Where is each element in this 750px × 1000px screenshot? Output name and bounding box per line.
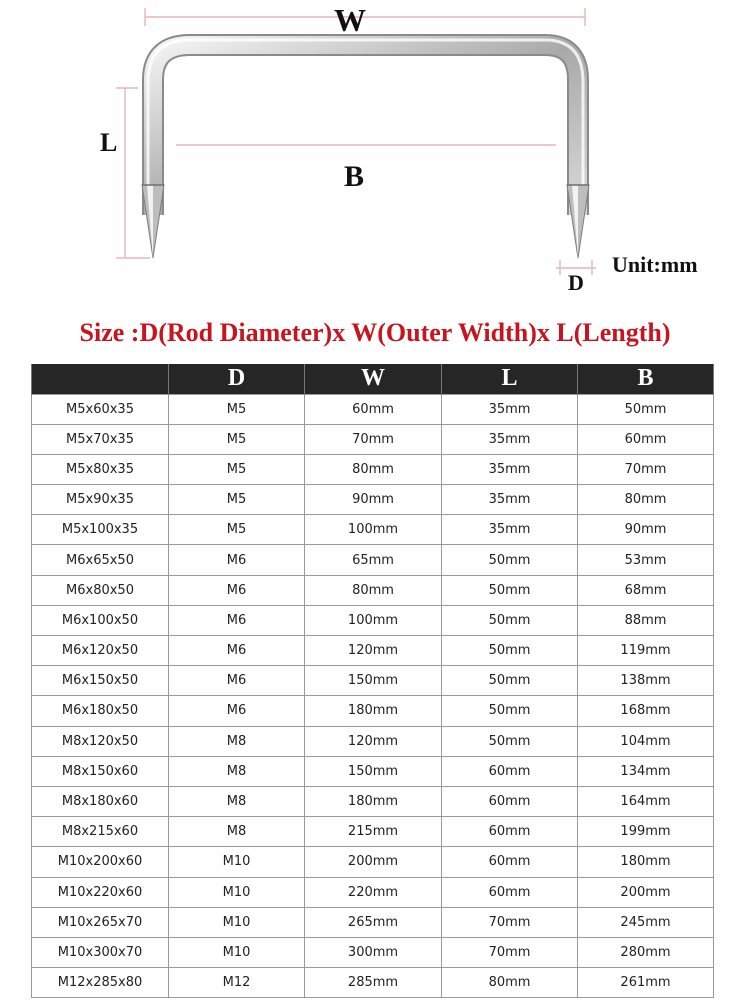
cell-l: 35mm xyxy=(442,394,578,424)
size-table xyxy=(31,364,714,998)
cell-l: 35mm xyxy=(442,424,578,454)
cell-l: 50mm xyxy=(442,636,578,666)
cell-d: M10 xyxy=(169,907,305,937)
cell-w: 150mm xyxy=(305,666,442,696)
table-row xyxy=(32,394,714,424)
cell-b: 68mm xyxy=(578,575,714,605)
cell-model: M8x150x60 xyxy=(32,756,169,786)
cell-model: M6x80x50 xyxy=(32,575,169,605)
cell-w: 120mm xyxy=(305,726,442,756)
cell-model: M5x70x35 xyxy=(32,424,169,454)
cell-l: 80mm xyxy=(442,968,578,998)
cell-b: 245mm xyxy=(578,907,714,937)
table-row xyxy=(32,666,714,696)
cell-model: M10x300x70 xyxy=(32,937,169,967)
header-b: B xyxy=(578,364,714,394)
cell-l: 70mm xyxy=(442,937,578,967)
table-row xyxy=(32,726,714,756)
table-row xyxy=(32,968,714,998)
cell-d: M5 xyxy=(169,394,305,424)
cell-w: 80mm xyxy=(305,454,442,484)
cell-model: M6x65x50 xyxy=(32,545,169,575)
cell-w: 120mm xyxy=(305,636,442,666)
table-row xyxy=(32,424,714,454)
cell-d: M10 xyxy=(169,937,305,967)
inner-width-label: B xyxy=(344,160,365,193)
cell-d: M6 xyxy=(169,666,305,696)
table-row xyxy=(32,786,714,816)
cell-b: 138mm xyxy=(578,666,714,696)
header-d: D xyxy=(169,364,305,394)
cell-b: 180mm xyxy=(578,847,714,877)
cell-l: 70mm xyxy=(442,907,578,937)
cell-w: 300mm xyxy=(305,937,442,967)
cell-b: 168mm xyxy=(578,696,714,726)
cell-b: 200mm xyxy=(578,877,714,907)
cell-w: 200mm xyxy=(305,847,442,877)
cell-d: M5 xyxy=(169,515,305,545)
size-title: Size :D(Rod Diameter)x W(Outer Width)x L(Length) xyxy=(79,318,671,347)
cell-w: 65mm xyxy=(305,545,442,575)
cell-w: 90mm xyxy=(305,485,442,515)
cell-b: 70mm xyxy=(578,454,714,484)
cell-model: M6x150x50 xyxy=(32,666,169,696)
cell-b: 164mm xyxy=(578,786,714,816)
cell-d: M6 xyxy=(169,605,305,635)
cell-d: M10 xyxy=(169,877,305,907)
cell-l: 50mm xyxy=(442,666,578,696)
table-row xyxy=(32,696,714,726)
cell-d: M5 xyxy=(169,424,305,454)
cell-w: 180mm xyxy=(305,786,442,816)
length-label: L xyxy=(100,128,118,157)
header-model xyxy=(32,364,169,394)
cell-l: 60mm xyxy=(442,817,578,847)
cell-w: 215mm xyxy=(305,817,442,847)
header-w: W xyxy=(305,364,442,394)
cell-b: 80mm xyxy=(578,485,714,515)
cell-b: 90mm xyxy=(578,515,714,545)
cell-d: M8 xyxy=(169,786,305,816)
cell-d: M8 xyxy=(169,817,305,847)
table-header-row xyxy=(32,364,714,394)
cell-d: M6 xyxy=(169,696,305,726)
cell-model: M10x220x60 xyxy=(32,877,169,907)
table-row xyxy=(32,605,714,635)
cell-b: 53mm xyxy=(578,545,714,575)
cell-w: 220mm xyxy=(305,877,442,907)
cell-l: 50mm xyxy=(442,545,578,575)
cell-w: 285mm xyxy=(305,968,442,998)
cell-model: M6x100x50 xyxy=(32,605,169,635)
width-label: W xyxy=(334,2,366,38)
table-row xyxy=(32,756,714,786)
cell-model: M8x120x50 xyxy=(32,726,169,756)
cell-l: 50mm xyxy=(442,575,578,605)
table-row xyxy=(32,907,714,937)
cell-b: 88mm xyxy=(578,605,714,635)
staple-rod xyxy=(153,45,578,215)
cell-model: M10x200x60 xyxy=(32,847,169,877)
cell-d: M8 xyxy=(169,756,305,786)
cell-l: 60mm xyxy=(442,786,578,816)
table-row xyxy=(32,575,714,605)
cell-model: M5x100x35 xyxy=(32,515,169,545)
table-row xyxy=(32,545,714,575)
cell-model: M6x120x50 xyxy=(32,636,169,666)
cell-model: M6x180x50 xyxy=(32,696,169,726)
cell-b: 50mm xyxy=(578,394,714,424)
cell-l: 35mm xyxy=(442,515,578,545)
cell-b: 134mm xyxy=(578,756,714,786)
cell-d: M6 xyxy=(169,636,305,666)
cell-model: M5x80x35 xyxy=(32,454,169,484)
cell-l: 35mm xyxy=(442,454,578,484)
cell-w: 150mm xyxy=(305,756,442,786)
cell-b: 280mm xyxy=(578,937,714,967)
staple-diagram xyxy=(0,0,750,310)
cell-model: M8x215x60 xyxy=(32,817,169,847)
cell-b: 199mm xyxy=(578,817,714,847)
cell-l: 60mm xyxy=(442,756,578,786)
cell-w: 70mm xyxy=(305,424,442,454)
cell-l: 50mm xyxy=(442,696,578,726)
cell-l: 60mm xyxy=(442,847,578,877)
cell-w: 265mm xyxy=(305,907,442,937)
table-row xyxy=(32,847,714,877)
table-row xyxy=(32,817,714,847)
table-row xyxy=(32,877,714,907)
diameter-label: D xyxy=(568,270,584,295)
cell-d: M10 xyxy=(169,847,305,877)
cell-d: M6 xyxy=(169,575,305,605)
cell-l: 35mm xyxy=(442,485,578,515)
cell-model: M8x180x60 xyxy=(32,786,169,816)
table-row xyxy=(32,485,714,515)
table-row xyxy=(32,515,714,545)
header-l: L xyxy=(442,364,578,394)
cell-b: 119mm xyxy=(578,636,714,666)
cell-d: M5 xyxy=(169,454,305,484)
table-row xyxy=(32,937,714,967)
cell-b: 261mm xyxy=(578,968,714,998)
cell-d: M12 xyxy=(169,968,305,998)
cell-model: M10x265x70 xyxy=(32,907,169,937)
cell-d: M6 xyxy=(169,545,305,575)
cell-d: M8 xyxy=(169,726,305,756)
cell-w: 100mm xyxy=(305,515,442,545)
table-row xyxy=(32,454,714,484)
cell-w: 180mm xyxy=(305,696,442,726)
cell-w: 60mm xyxy=(305,394,442,424)
table-body xyxy=(32,394,714,998)
cell-w: 80mm xyxy=(305,575,442,605)
cell-b: 60mm xyxy=(578,424,714,454)
cell-d: M5 xyxy=(169,485,305,515)
table-row xyxy=(32,636,714,666)
cell-model: M5x60x35 xyxy=(32,394,169,424)
cell-model: M5x90x35 xyxy=(32,485,169,515)
cell-b: 104mm xyxy=(578,726,714,756)
cell-l: 60mm xyxy=(442,877,578,907)
cell-model: M12x285x80 xyxy=(32,968,169,998)
cell-l: 50mm xyxy=(442,726,578,756)
unit-label: Unit:mm xyxy=(612,252,698,277)
cell-l: 50mm xyxy=(442,605,578,635)
cell-w: 100mm xyxy=(305,605,442,635)
